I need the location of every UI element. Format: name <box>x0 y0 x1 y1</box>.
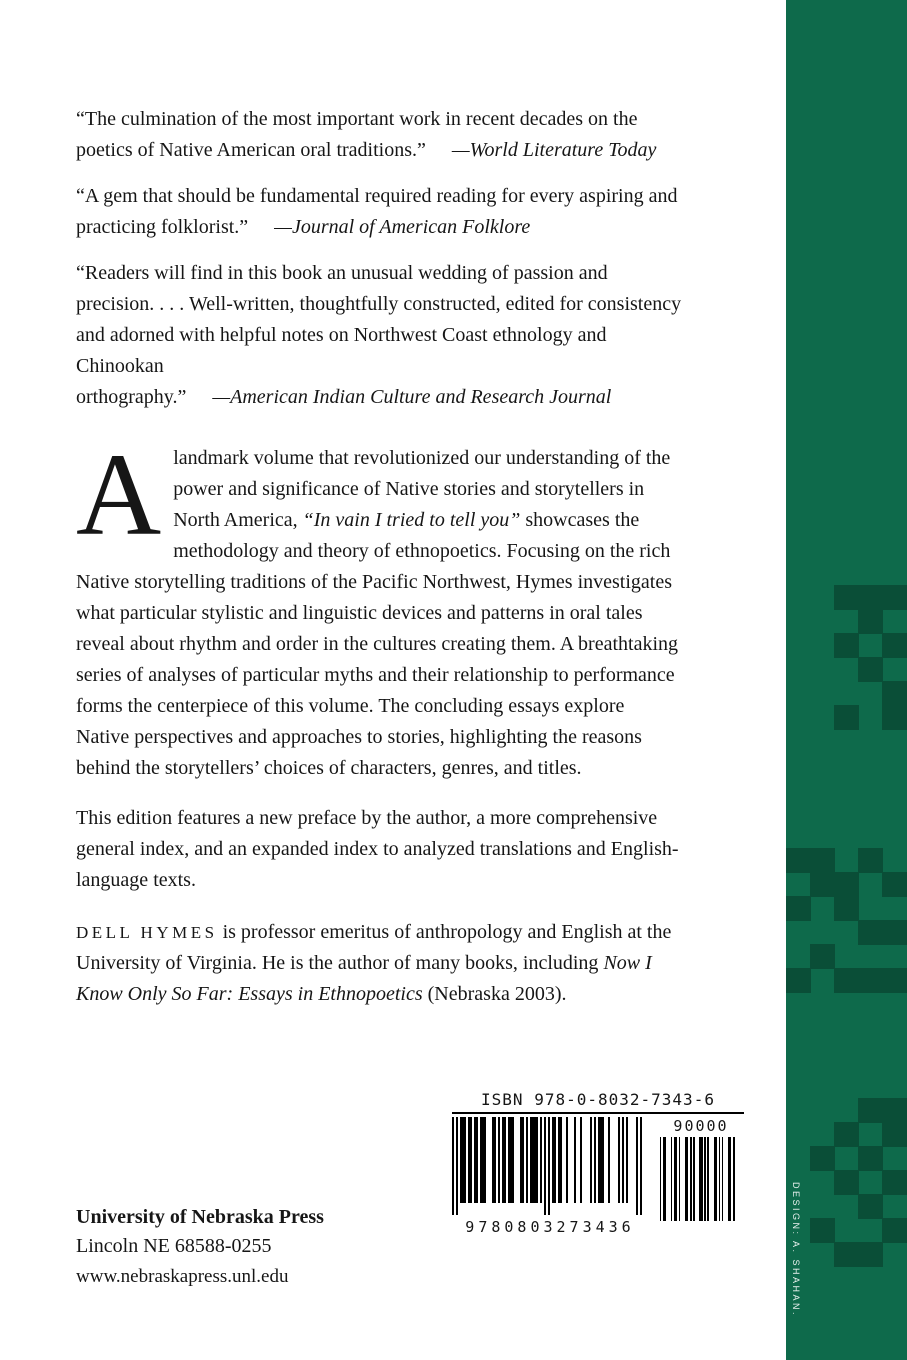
ean13-barcode <box>452 1117 648 1236</box>
description-text-2: showcases the methodology and theory of ethnopoetics. Focusing on the rich Native storytelling traditions of the Pacific Northwest, Hymes investigates what particular stylistic and linguistic devices and patterns in oral tales reveal about rhythm and order in the cultures creating them. A breathtaking series of analyses of particular myths and their relationship to performance forms the centerpiece of this volume. The concluding essays explore Native perspectives and approaches to stories, highlighting the reasons behind the storytellers’ choices of characters, genres, and titles. <box>76 509 679 779</box>
review-quote-1-text: “The culmination of the most important work in recent decades on the poetics of Native American oral traditions.” <box>76 108 638 161</box>
review-quote-2 <box>76 181 682 243</box>
publisher-website: www.nebraskapress.unl.edu <box>76 1266 289 1287</box>
publisher-name: University of Nebraska Press <box>76 1206 324 1228</box>
price-code-label: 90000 <box>673 1117 729 1135</box>
drop-cap: A <box>76 429 162 560</box>
review-quote-1 <box>76 104 682 166</box>
barcode-bars <box>452 1117 648 1217</box>
addon-barcode-bars <box>658 1137 744 1223</box>
publisher-address: Lincoln NE 68588-0255 <box>76 1235 272 1257</box>
author-bio-text-1: is professor emeritus of anthropology and English at the University of Virginia. He is the author of many books, including <box>76 921 672 974</box>
design-credit: DESIGN: A. SHAHAN. <box>791 1182 801 1318</box>
green-stripe <box>786 0 907 1360</box>
review-quote-3-text: “Readers will find in this book an unusual wedding of passion and precision. . . . Well-written, thoughtfully constructed, edited for consistency and adorned with helpful notes on Northwest Coast ethnology and Chinookan orthography.” <box>76 262 682 408</box>
review-quote-2-attribution: —Journal of American Folklore <box>274 216 531 238</box>
edition-paragraph: This edition features a new preface by the author, a more comprehensive general index, and an expanded index to analyzed translations and English-language texts. <box>76 807 679 891</box>
author-bio-book-title: Now I Know Only So Far: Essays in Ethnopoetics <box>76 952 652 1005</box>
book-title-inline: “In vain I tried to tell you” <box>302 509 521 531</box>
description-paragraph <box>76 429 682 784</box>
review-quote-3-attribution: —American Indian Culture and Research Journal <box>212 386 612 408</box>
publisher-block <box>76 1203 324 1261</box>
isbn-label: ISBN 978-0-8032-7343-6 <box>452 1090 744 1114</box>
review-quote-3 <box>76 258 682 413</box>
author-bio-text-2: (Nebraska 2003). <box>422 983 567 1005</box>
barcode-block <box>452 1090 744 1236</box>
author-bio <box>76 917 682 1010</box>
review-quote-2-text: “A gem that should be fundamental required reading for every aspiring and practicing folklorist.” <box>76 185 678 238</box>
description-text-1: landmark volume that revolutionized our understanding of the power and significance of Native stories and storytellers in North America, <box>173 447 671 531</box>
author-name: DELL HYMES <box>76 923 218 942</box>
review-quote-1-attribution: —World Literature Today <box>451 139 657 161</box>
barcode-digits: 9780803273436 <box>465 1218 635 1236</box>
price-addon-barcode <box>658 1117 744 1236</box>
back-cover-text-column <box>76 104 682 1010</box>
